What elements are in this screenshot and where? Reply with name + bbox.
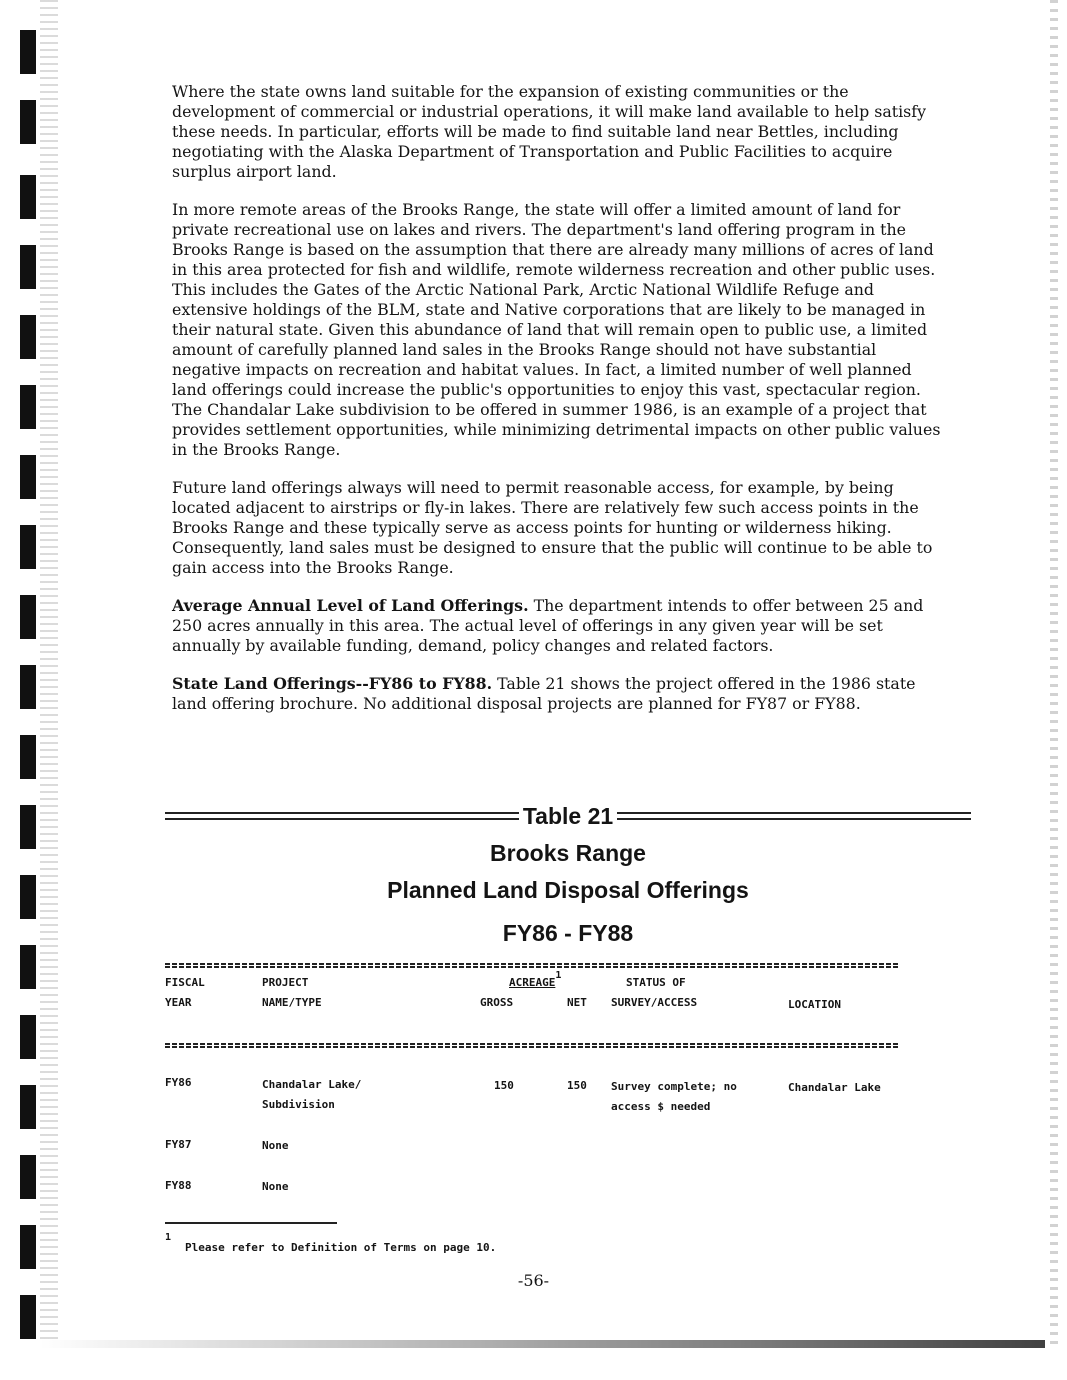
acreage-footnote-mark: 1 bbox=[555, 970, 562, 981]
row-status-cont: access $ needed bbox=[611, 1100, 711, 1113]
average-level-paragraph bbox=[172, 596, 942, 656]
punch-hole bbox=[20, 805, 36, 849]
footnote-rule bbox=[165, 1222, 337, 1224]
row-project-type: Subdivision bbox=[262, 1098, 335, 1111]
right-scan-edge bbox=[1050, 0, 1058, 1350]
section-heading: Average Annual Level of Land Offerings. bbox=[172, 596, 529, 615]
row-project: None bbox=[262, 1139, 289, 1152]
punch-hole bbox=[20, 1085, 36, 1129]
punch-hole bbox=[20, 175, 36, 219]
punch-hole bbox=[20, 945, 36, 989]
table-header-rule bbox=[165, 1043, 899, 1048]
header-gross: GROSS bbox=[480, 996, 514, 1009]
punch-hole bbox=[20, 100, 36, 144]
body-text bbox=[172, 82, 942, 732]
bottom-scan-edge bbox=[40, 1340, 1045, 1348]
row-project: None bbox=[262, 1180, 289, 1193]
acreage-label: ACREAGE bbox=[509, 976, 556, 989]
header-survey-access: SURVEY/ACCESS bbox=[611, 996, 698, 1009]
punch-hole bbox=[20, 525, 36, 569]
row-location: Chandalar Lake bbox=[788, 1081, 881, 1094]
table-title: Brooks Range bbox=[490, 840, 646, 866]
punch-hole bbox=[20, 1295, 36, 1339]
row-status: Survey complete; no bbox=[611, 1080, 737, 1093]
paragraph: Where the state owns land suitable for the expansion of existing communities or the development of commercial or industrial operations, it will make land available to help satisfy these needs. In particular, efforts will be made to find suitable land near Bettles, including negotiating with the Alaska Department of Transportation and Public Facilities to acquire surplus airport land. bbox=[172, 82, 927, 181]
table-title-row bbox=[165, 800, 971, 832]
row-net: 150 bbox=[567, 1079, 587, 1092]
section-heading: State Land Offerings--FY86 to FY88. bbox=[172, 674, 493, 693]
row-year: FY86 bbox=[165, 1076, 192, 1089]
header-location: LOCATION bbox=[788, 998, 841, 1011]
table-label: Table 21 bbox=[522, 802, 614, 829]
punch-hole bbox=[20, 30, 36, 74]
header-net: NET bbox=[567, 996, 587, 1009]
scan-edge-texture bbox=[40, 0, 58, 1340]
header-status-of: STATUS OF bbox=[626, 976, 686, 989]
punch-hole bbox=[20, 385, 36, 429]
double-rule bbox=[617, 812, 971, 820]
header-acreage bbox=[509, 970, 562, 994]
footnote-text: Please refer to Definition of Terms on page 10. bbox=[185, 1241, 497, 1254]
section-text: The department intends to offer between 25 and 250 acres annually in this area. The actual level of offerings in any given year will be set annually by available funding, demand, policy changes and related factors. bbox=[172, 596, 924, 655]
row-gross: 150 bbox=[494, 1079, 514, 1092]
punch-hole bbox=[20, 735, 36, 779]
punch-hole bbox=[20, 455, 36, 499]
table-period: FY86 - FY88 bbox=[502, 920, 634, 946]
table-top-rule bbox=[165, 963, 899, 968]
row-project: Chandalar Lake/ bbox=[262, 1078, 362, 1091]
header-year: YEAR bbox=[165, 996, 192, 1009]
footnote-mark: 1 bbox=[165, 1232, 172, 1243]
punch-hole bbox=[20, 315, 36, 359]
punch-hole bbox=[20, 1225, 36, 1269]
punch-hole bbox=[20, 245, 36, 289]
binder-hole-strip bbox=[0, 0, 60, 1350]
punch-hole bbox=[20, 875, 36, 919]
page-number: -56- bbox=[517, 1271, 550, 1290]
header-name-type: NAME/TYPE bbox=[262, 996, 322, 1009]
punch-hole bbox=[20, 1155, 36, 1199]
punch-hole bbox=[20, 595, 36, 639]
table-subtitle: Planned Land Disposal Offerings bbox=[387, 877, 749, 903]
section-text: Table 21 shows the project offered in the 1986 state land offering brochure. No additional disposal projects are planned for FY87 or FY88. bbox=[172, 674, 916, 713]
punch-hole bbox=[20, 665, 36, 709]
header-project: PROJECT bbox=[262, 976, 309, 989]
row-year: FY88 bbox=[165, 1179, 192, 1192]
paragraph: Future land offerings always will need to permit reasonable access, for example, by being located adjacent to airstrips or fly-in lakes. There are relatively few such access points in the Brooks Range and these typically serve as access points for hunting or wilderness hiking. Consequently, land sales must be designed to ensure that the public will continue to be able to gain access into the Brooks Range. bbox=[172, 478, 933, 577]
paragraph: In more remote areas of the Brooks Range, the state will offer a limited amount of land for private recreational use on lakes and rivers. The department's land offering program in the Brooks Range is based on the assumption that there are already many millions of acres of land in this area protected for fish and wildlife, remote wilderness recreation and other public uses. This includes the Gates of the Arctic National Park, Arctic National Wildlife Refuge and extensive holdings of the BLM, state and Native corporations that are likely to be managed in their natural state. Given this abundance of land that will remain open to public use, a limited amount of carefully planned land sales in the Brooks Range should not have substantial negative impacts on recreation and habitat values. In fact, a limited number of well planned land offerings could increase the public's opportunities to enjoy this vast, spectacular region. The Chandalar Lake subdivision to be offered in summer 1986, is an example of a project that provides settlement opportunities, while minimizing detrimental impacts on other public values in the Brooks Range. bbox=[172, 200, 941, 459]
state-offerings-paragraph bbox=[172, 674, 942, 714]
row-year: FY87 bbox=[165, 1138, 192, 1151]
punch-hole bbox=[20, 1015, 36, 1059]
header-fiscal: FISCAL bbox=[165, 976, 205, 989]
double-rule bbox=[165, 812, 519, 820]
